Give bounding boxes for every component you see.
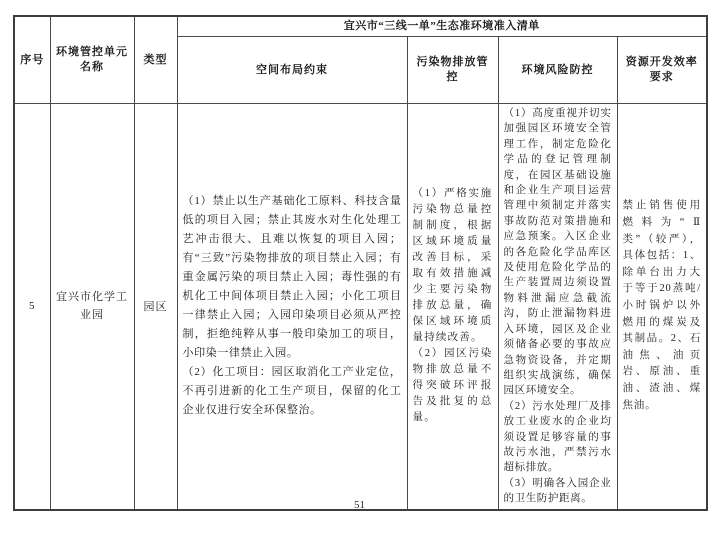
header-type: 类型: [134, 16, 177, 104]
cell-type: 园区: [134, 104, 177, 510]
header-resource-efficiency: 资源开发效率要求: [617, 37, 707, 104]
cell-pollutant-emission: [407, 104, 498, 510]
table-row: [14, 104, 707, 510]
cell-resource-efficiency: 禁止销售使用燃料为“Ⅱ类”（较严），具体包括：1、除单台出力大于等于20蒸吨/小时锅炉以外燃用的煤炭及其制品。2、石油焦、油页岩、原油、重油、渣油、煤焦油。: [617, 104, 707, 510]
emission-paragraph-1: （1）严格实施污染物总量控制制度，根据区域环境质量改善目标，采取有效措施减少主要污染物排放总量，确保区域环境质量持续改善。: [412, 188, 493, 344]
risk-paragraph-3: （3）明确各入园企业的卫生防护距离。: [503, 477, 612, 505]
spatial-paragraph-2: （2）化工项目：园区取消化工产业定位，不再引进新的化工生产项目，保留的化工企业仅进行安全环保整治。: [182, 366, 402, 417]
table-span-title: 宜兴市“三线一单”生态准环境准入清单: [177, 16, 707, 37]
spatial-paragraph-1: （1）禁止以生产基础化工原料、科技含量低的项目入园；禁止其废水对生化处理工艺冲击很大、且难以恢复的项目入园；有“三致”污染物排放的项目禁止入园；有重金属污染的项目禁止入园；毒性强的有机化工中间体项目禁止入园；小化工项目一律禁止入园；入园印染项目必须从严控制，拒绝纯粹从事一般印染加工的项目，小印染一律禁止入园。: [182, 195, 402, 360]
emission-paragraph-2: （2）园区污染物排放总量不得突破环评报告及批复的总量。: [412, 348, 493, 424]
table-title-row: [14, 16, 707, 37]
header-unit-name: 环境管控单元名称: [50, 16, 134, 104]
cell-env-risk: [498, 104, 617, 510]
header-seq: 序号: [14, 16, 50, 104]
cell-spatial-constraint: [177, 104, 407, 510]
cell-unit-name: 宜兴市化学工业园: [50, 104, 134, 510]
header-env-risk: 环境风险防控: [498, 37, 617, 104]
header-spatial-constraint: 空间布局约束: [177, 37, 407, 104]
cell-seq: 5: [14, 104, 50, 510]
risk-paragraph-2: （2）污水处理厂及排放工业废水的企业均须设置足够容量的事故污水池，严禁污水超标排放。: [503, 400, 612, 474]
risk-paragraph-1: （1）高度重视并切实加强园区环境安全管理工作，制定危险化学品的登记管理制度，在园区基础设施和企业生产项目运营管理中须制定并落实事故防范对策措施和应急预案。入区企业的各危险化学品库区及使用危险化学品的生产装置周边须设置物料泄漏应急截流沟，防止泄漏物料进入环境，园区及企业须储备必要的事故应急物资设备，并定期组织实战演练，确保园区环境安全。: [503, 108, 612, 397]
header-pollutant-emission: 污染物排放管控: [407, 37, 498, 104]
page-number: 51: [354, 499, 365, 511]
access-list-table: [13, 15, 708, 511]
